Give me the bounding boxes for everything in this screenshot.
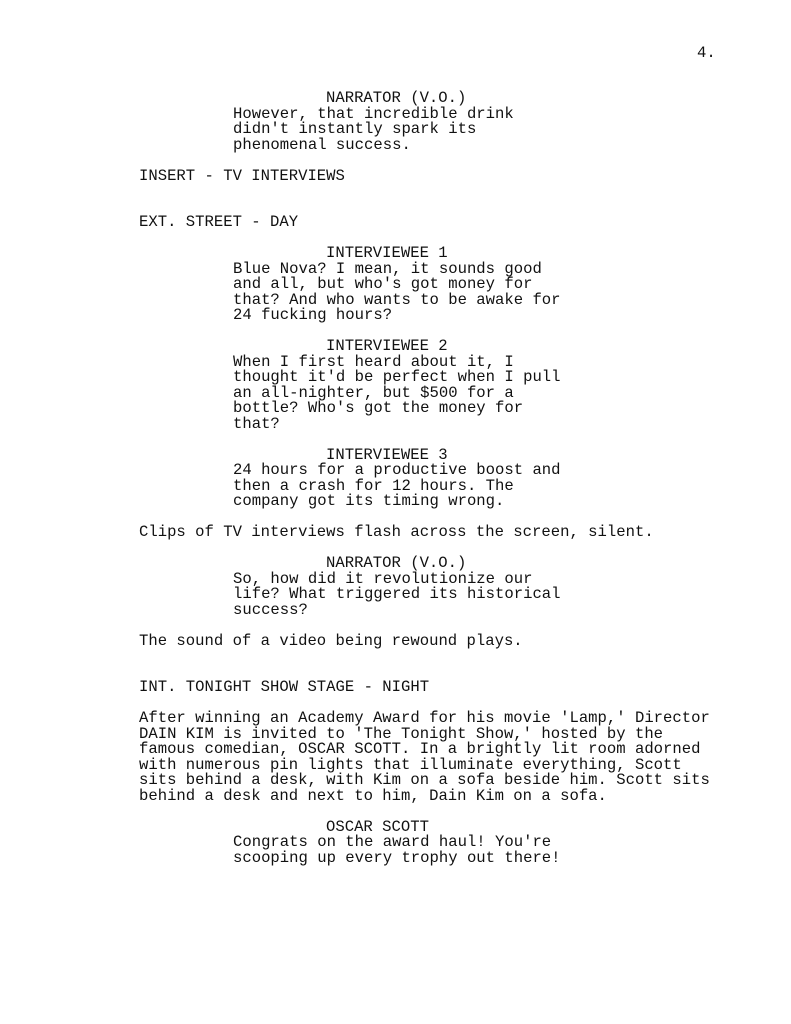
- blank-line: [139, 649, 759, 665]
- action-line: After winning an Academy Award for his movie 'Lamp,' Director: [139, 709, 710, 727]
- character-name: INTERVIEWEE 3: [326, 445, 448, 464]
- action-line: INSERT - TV INTERVIEWS: [139, 166, 345, 185]
- character-name: OSCAR SCOTT: [326, 817, 429, 836]
- action-line: Clips of TV interviews flash across the screen, silent.: [139, 523, 654, 541]
- action-block: [139, 711, 759, 804]
- dialogue-line: So, how did it revolutionize our: [233, 569, 533, 588]
- screenplay-body: [139, 91, 759, 866]
- dialogue-line: that?: [233, 414, 280, 433]
- action-block: [139, 215, 759, 231]
- action-line: The sound of a video being rewound plays.: [139, 631, 523, 650]
- dialogue-line: Congrats on the award haul! You're: [233, 833, 552, 851]
- dialogue-line: that? And who wants to be awake for: [233, 290, 561, 309]
- character-name: INTERVIEWEE 1: [326, 244, 448, 262]
- dialogue-line: didn't instantly spark its: [233, 120, 477, 138]
- action-line: with numerous pin lights that illuminate everything, Scott: [139, 755, 682, 774]
- dialogue-line: company got its timing wrong.: [233, 492, 505, 510]
- character-name: NARRATOR (V.O.): [326, 554, 467, 572]
- character-name: INTERVIEWEE 2: [326, 337, 448, 355]
- dialogue-line: an all-nighter, but $500 for a: [233, 383, 514, 402]
- dialogue-line: 24 hours for a productive boost and: [233, 461, 561, 479]
- dialogue-line: scooping up every trophy out there!: [233, 848, 561, 867]
- action-line: behind a desk and next to him, Dain Kim on a sofa.: [139, 786, 607, 805]
- action-block: [139, 525, 759, 541]
- dialogue-block: [139, 259, 759, 324]
- dialogue-line: However, that incredible drink: [233, 104, 514, 123]
- dialogue-line: 24 fucking hours?: [233, 306, 393, 324]
- blank-line: [139, 804, 759, 820]
- dialogue-line: and all, but who's got money for: [233, 275, 533, 293]
- dialogue-block: [139, 352, 759, 433]
- dialogue-line: phenomenal success.: [233, 135, 411, 154]
- dialogue-line: then a crash for 12 hours. The: [233, 476, 514, 495]
- dialogue-line: life? What triggered its historical: [233, 585, 561, 603]
- dialogue-block: [139, 835, 759, 866]
- dialogue-line: thought it'd be perfect when I pull: [233, 368, 561, 386]
- dialogue-block: [139, 104, 759, 154]
- action-line: famous comedian, OSCAR SCOTT. In a brightly lit room adorned: [139, 740, 701, 758]
- dialogue-block: [139, 463, 759, 510]
- action-line: EXT. STREET - DAY: [139, 213, 299, 231]
- action-line: DAIN KIM is invited to 'The Tonight Show,' hosted by the: [139, 724, 664, 743]
- character-name: NARRATOR (V.O.): [326, 89, 467, 107]
- blank-line: [139, 231, 759, 247]
- dialogue-line: success?: [233, 600, 308, 619]
- action-line: sits behind a desk, with Kim on a sofa beside him. Scott sits: [139, 771, 710, 789]
- action-block: [139, 680, 759, 696]
- action-line: INT. TONIGHT SHOW STAGE - NIGHT: [139, 678, 430, 696]
- blank-line: [139, 432, 759, 448]
- dialogue-block: [139, 569, 759, 619]
- blank-line: [139, 184, 759, 200]
- dialogue-line: Blue Nova? I mean, it sounds good: [233, 259, 542, 278]
- blank-line: [139, 324, 759, 340]
- action-block: [139, 631, 759, 650]
- dialogue-line: bottle? Who's got the money for: [233, 399, 524, 417]
- action-block: [139, 166, 759, 185]
- page-number: 4.: [697, 44, 716, 62]
- dialogue-line: When I first heard about it, I: [233, 352, 514, 371]
